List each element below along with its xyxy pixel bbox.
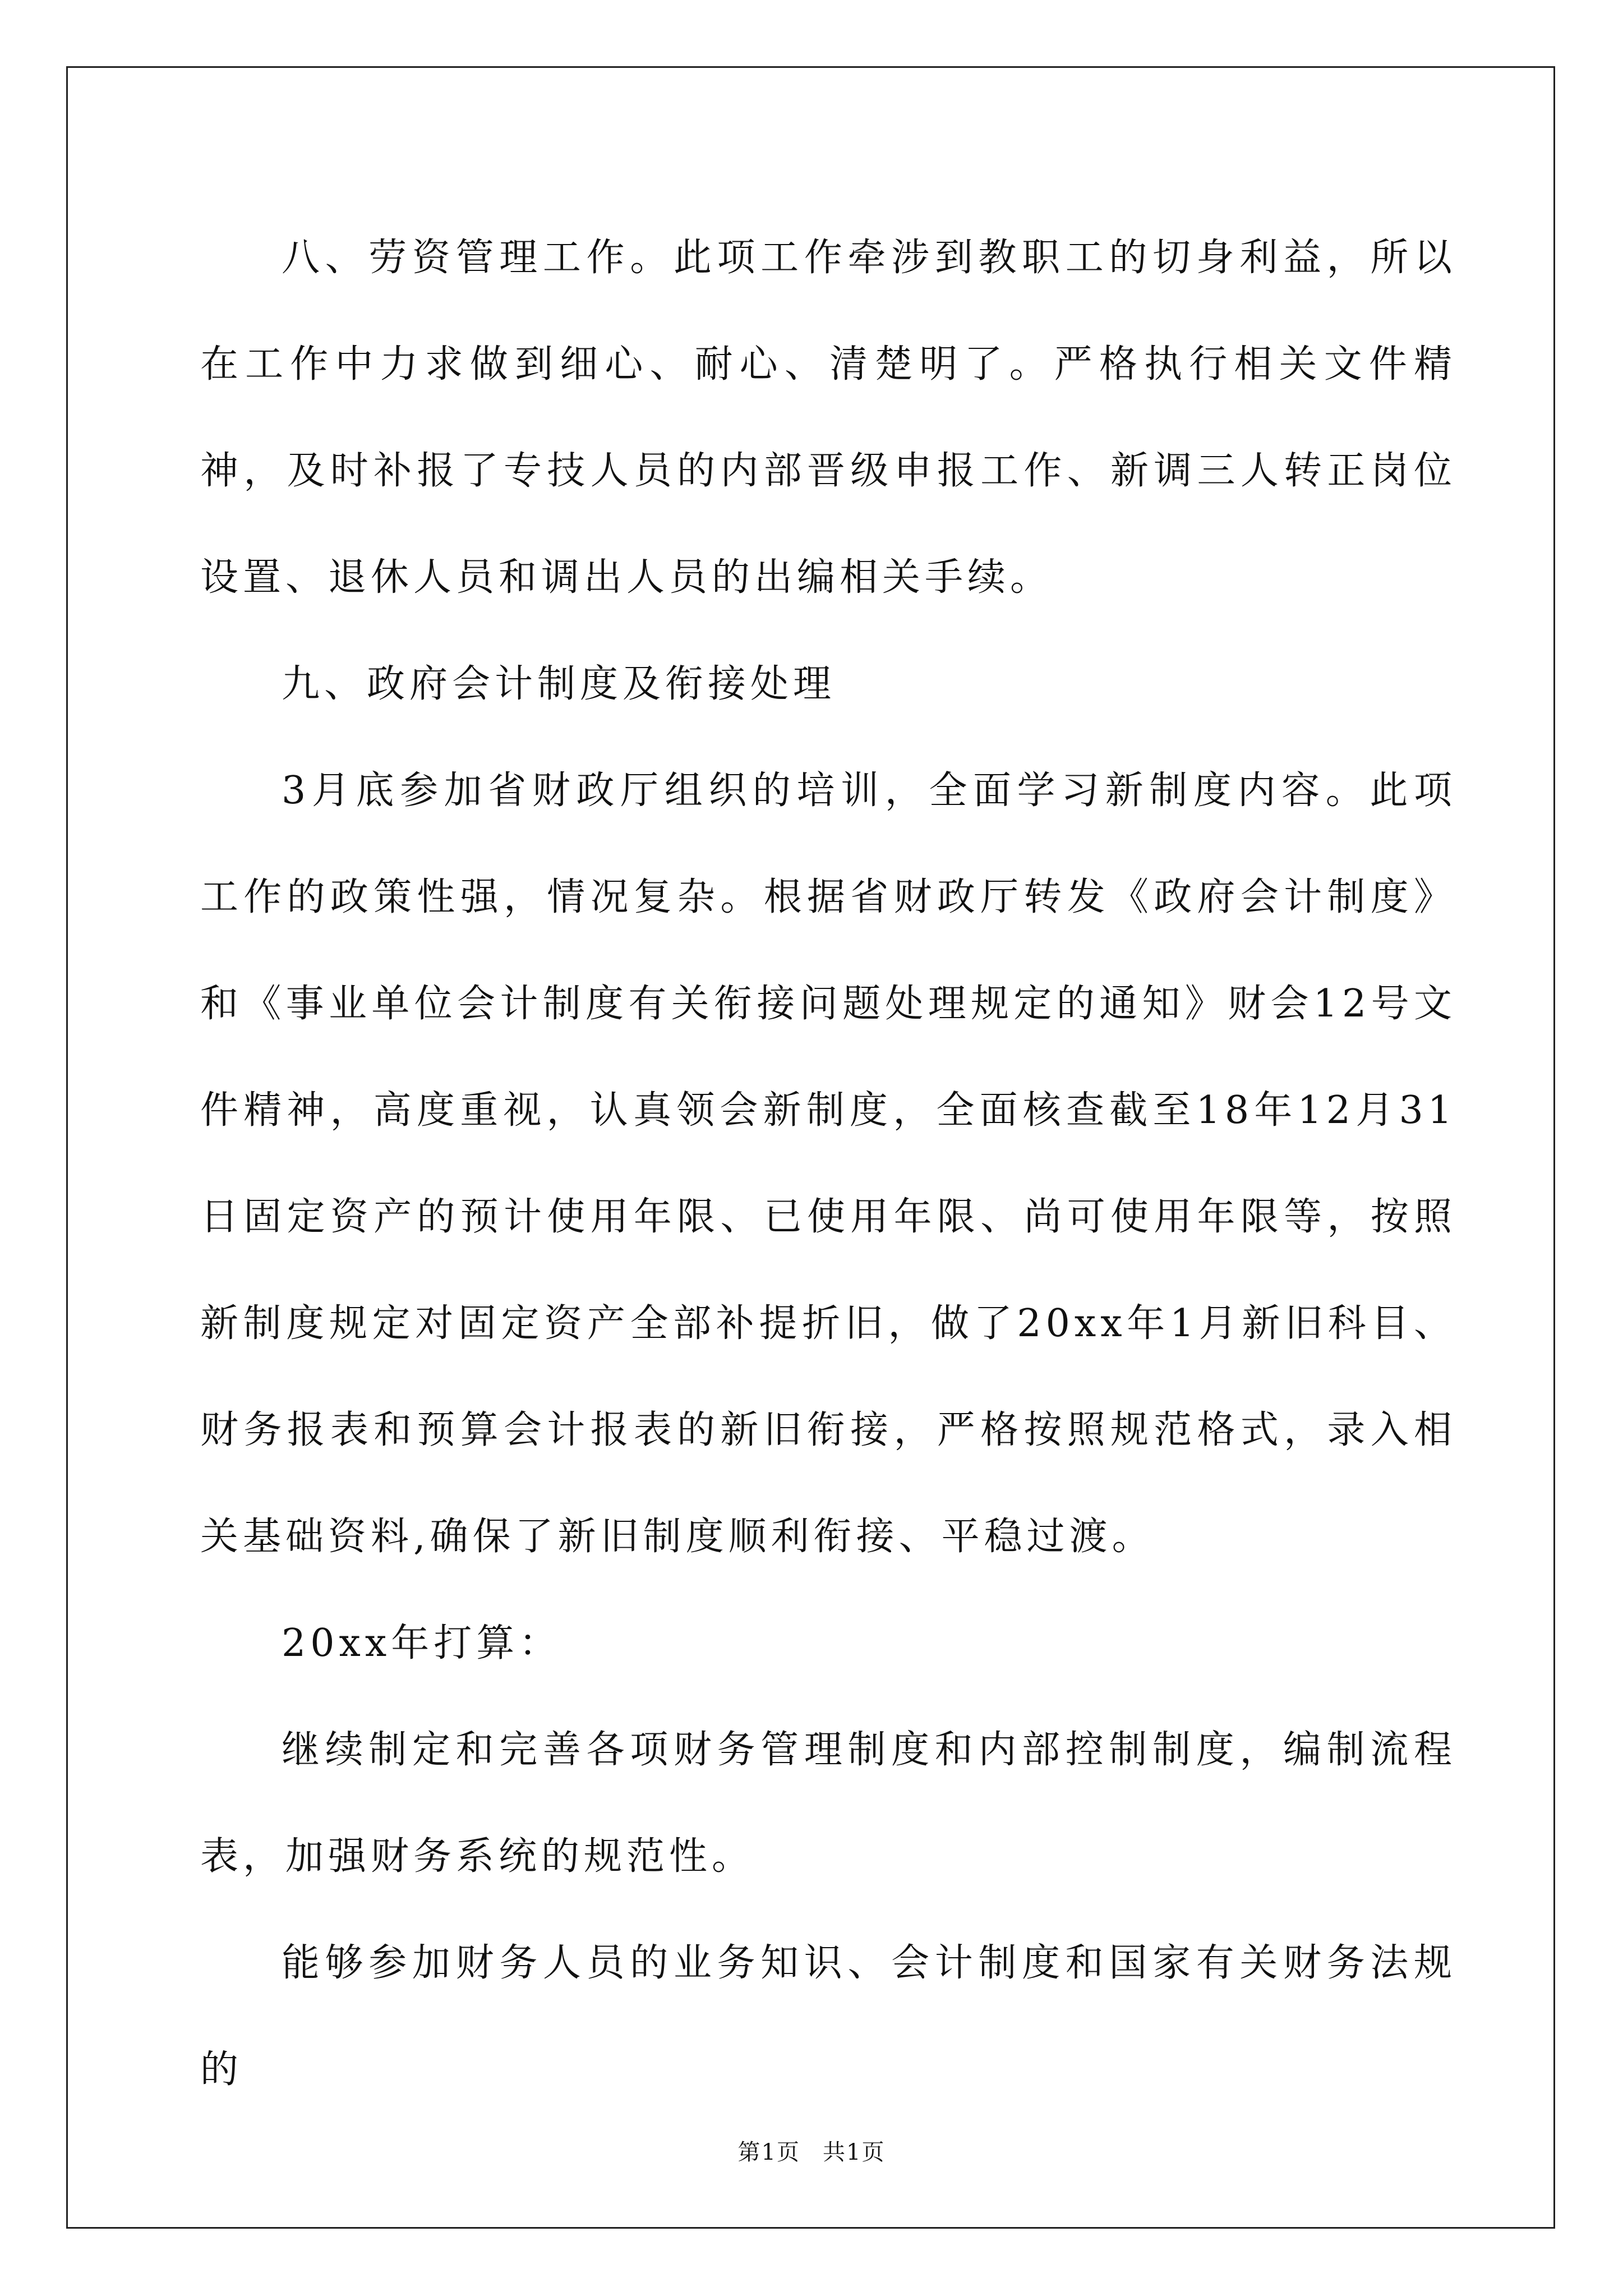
paragraph-plan-system: 继续制定和完善各项财务管理制度和内部控制制度，编制流程表，加强财务系统的规范性。 bbox=[200, 1728, 1456, 1879]
paragraph-plan-training: 能够参加财务人员的业务知识、会计制度和国家有关财务法规的 bbox=[200, 1941, 1456, 2092]
document-body bbox=[200, 205, 1456, 2123]
page-total: 共1页 bbox=[823, 2139, 886, 2165]
page-number: 第1页 bbox=[737, 2139, 800, 2165]
paragraph-labor-management: 八、劳资管理工作。此项工作牵涉到教职工的切身利益，所以在工作中力求做到细心、耐心、清楚明了。严格执行相关文件精神，及时补报了专技人员的内部晋级申报工作、新调三人转正岗位设置、退休人员和调出人员的出编相关手续。 bbox=[200, 236, 1456, 600]
section-heading-plan: 20xx年打算： bbox=[282, 1621, 562, 1665]
paragraph-accounting-transition: 3月底参加省财政厅组织的培训，全面学习新制度内容。此项工作的政策性强，情况复杂。根据省财政厅转发《政府会计制度》和《事业单位会计制度有关衔接问题处理规定的通知》财会12号文件精神，高度重视，认真领会新制度，全面核查截至18年12月31日固定资产的预计使用年限、已使用年限、尚可使用年限等，按照新制度规定对固定资产全部补提折旧，做了20xx年1月新旧科目、财务报表和预算会计报表的新旧衔接，严格按照规范格式，录入相关基础资料,确保了新旧制度顺利衔接、平稳过渡。 bbox=[200, 769, 1456, 1559]
section-heading-government-accounting: 九、政府会计制度及衔接处理 bbox=[282, 662, 836, 706]
page-footer bbox=[0, 2134, 1623, 2166]
